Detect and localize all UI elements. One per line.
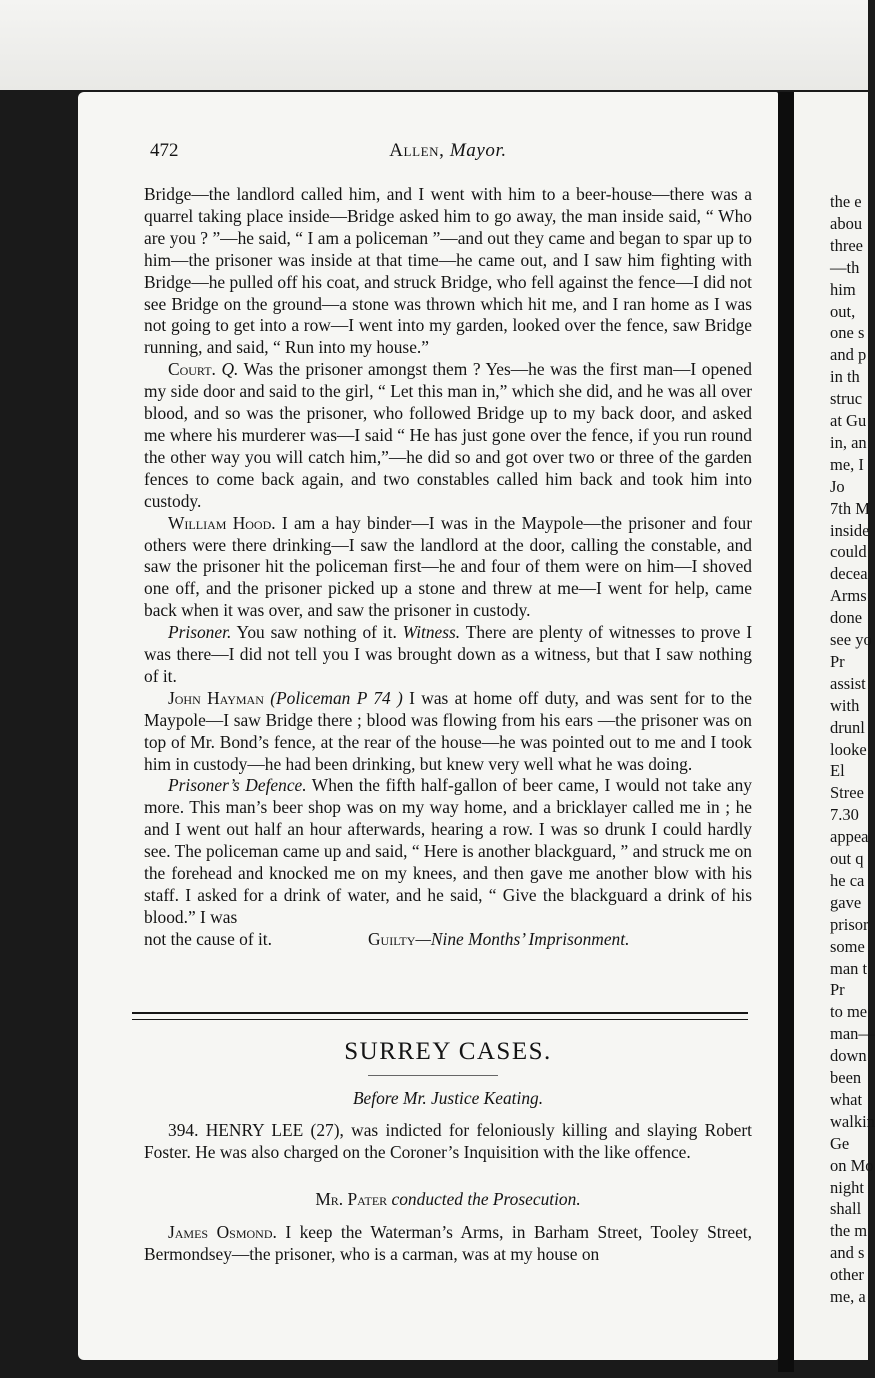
paragraph-text: 394. HENRY LEE (27), was indicted for feloniously killing and slaying Robert Foster. He was also charged on the Coroner’s Inquisition with the like offence. bbox=[144, 1120, 752, 1162]
right-page-fragment: some bbox=[830, 936, 865, 956]
paragraph bbox=[144, 513, 752, 623]
paragraph bbox=[144, 775, 752, 928]
right-page-fragment: other bbox=[830, 1265, 864, 1285]
paragraph bbox=[144, 1120, 752, 1164]
right-page-fragment: man t bbox=[830, 958, 868, 978]
right-page-fragment: been bbox=[830, 1068, 862, 1087]
paragraph bbox=[144, 1222, 752, 1266]
right-page-fragment: 7th M bbox=[830, 498, 870, 518]
right-page-fragment: in, an bbox=[830, 432, 867, 452]
speaker: William Hood. bbox=[168, 512, 276, 533]
right-page-fragment: Stree bbox=[830, 783, 864, 803]
right-page-fragment: man— bbox=[830, 1024, 875, 1044]
right-page-fragment: shall bbox=[830, 1199, 862, 1219]
page-header bbox=[150, 140, 746, 168]
right-page-fragment: gave bbox=[830, 892, 862, 912]
paragraph-text: I keep the Waterman’s Arms, in Barham Street, Tooley Street, Bermondsey—the prisoner, who is a carman, was at my house on bbox=[144, 1222, 752, 1264]
running-head bbox=[150, 140, 746, 162]
paragraph-text: When the fifth half-gallon of beer came, I would not take any more. This man’s beer shop was on my way home, and a bricklayer called me in ; he and I went out half an hour afterwards, hearing a row. I was so drunk I could hardly see. The policeman came up and said, “ Here is another blackguard, ” and struck me on the forehead and knocked me on my knees, and then gave me another blow with his staff. I asked for a drink of water, and he said, “ Give the blackguard a drink of his blood.” I was bbox=[144, 775, 752, 927]
right-page-fragment: night bbox=[830, 1177, 864, 1197]
right-page-fragment: out, bbox=[830, 301, 856, 321]
left-page bbox=[78, 92, 778, 1360]
paragraph bbox=[144, 688, 752, 776]
paragraph-text: I was at home off duty, and was sent for to the Maypole—I saw Bridge there ; blood was flowing from his ears —the prisoner was on top of Mr. Bond’s fence, at the rear of the house—he was pointed out to me and I took him in custody—he had been drinking, but knew very well what he was doing. bbox=[144, 687, 752, 774]
verdict-sentence: —Nine Months’ Imprisonment. bbox=[415, 928, 630, 949]
right-page-fragment: 7.30 bbox=[830, 805, 859, 825]
speaker: Prisoner’s Defence. bbox=[168, 775, 307, 796]
right-page-fragment: struc bbox=[830, 389, 863, 409]
speaker: James Osmond. bbox=[168, 1222, 277, 1242]
right-page-fragment: appea bbox=[830, 827, 869, 847]
right-page-fragment: at Gu bbox=[830, 411, 867, 430]
right-page-fragment: abou bbox=[830, 213, 863, 233]
verdict-guilty: Guilty bbox=[367, 928, 416, 949]
right-page-fragment: the m bbox=[830, 1221, 868, 1241]
running-head-title: Mayor. bbox=[449, 140, 507, 161]
right-page-fragment: the e bbox=[830, 192, 862, 211]
paragraph bbox=[144, 184, 752, 359]
book-gutter bbox=[778, 92, 794, 1372]
right-page-fragment: Jo bbox=[830, 476, 845, 496]
right-page-fragment: walkin bbox=[830, 1111, 875, 1131]
right-page-fragment: drunl bbox=[830, 717, 865, 737]
verdict-line bbox=[144, 929, 752, 951]
right-page-fragment: done bbox=[830, 608, 863, 628]
trial-testimony bbox=[144, 184, 752, 951]
witness-testimony bbox=[144, 1222, 752, 1266]
top-paper-margin bbox=[0, 0, 868, 90]
right-page-fragment: Arms bbox=[830, 586, 867, 606]
right-page-fragment: and s bbox=[830, 1243, 865, 1263]
speaker: Prisoner. bbox=[168, 622, 232, 643]
right-page-fragment: to me bbox=[830, 1002, 868, 1022]
right-page-fragment: him bbox=[830, 279, 856, 299]
question-marker: Q. bbox=[221, 359, 239, 380]
speaker: Court. bbox=[168, 359, 216, 380]
right-page-fragment: Ge bbox=[830, 1133, 850, 1153]
right-page-fragment: decea bbox=[830, 564, 868, 584]
right-page-fragment: in th bbox=[830, 367, 860, 387]
right-page-fragment: me, I bbox=[830, 454, 864, 474]
paragraph-text: not the cause of it. bbox=[144, 928, 272, 949]
right-page-fragment: prisor bbox=[830, 914, 869, 934]
right-page-fragment: out q bbox=[830, 849, 864, 868]
right-page-fragment: he ca bbox=[830, 870, 865, 890]
prosecution-line bbox=[144, 1189, 752, 1210]
paragraph-text: There are plenty of witnesses to prove I was there—I did not tell you I was brought down as a witness, but that I saw nothing of it. bbox=[144, 622, 752, 686]
right-page-fragment: what bbox=[830, 1089, 863, 1109]
right-page-fragment: on Mo bbox=[830, 1155, 874, 1175]
title-underline bbox=[368, 1075, 498, 1076]
right-page-fragment: El bbox=[830, 761, 845, 781]
right-page-fragment: Pr bbox=[830, 651, 845, 671]
right-page-fragment: could bbox=[830, 542, 867, 562]
right-page-fragment: with bbox=[830, 695, 860, 715]
speaker-role: (Policeman P 74 ) bbox=[270, 687, 403, 708]
prosecutor-name: Mr. Pater bbox=[315, 1189, 388, 1209]
case-summary bbox=[144, 1120, 752, 1164]
right-page-fragment: looke bbox=[830, 739, 867, 759]
paragraph-text: Was the prisoner amongst them ? Yes—he was the first man—I opened my side door and said to the girl, “ Let this man in,” which she did, and he was all over blood, and so was the prisoner, who followed Bridge up to my back door, and asked me where his murderer was—I said “ He has just gone over the fence, if you run round the other way you will catch him,”—he did so and got over two or three of the garden fences to come back again, and two constables called him back and took him into custody. bbox=[144, 359, 752, 511]
verdict bbox=[368, 929, 629, 951]
right-page-fragment: assist bbox=[830, 673, 866, 693]
speaker: Witness. bbox=[402, 622, 461, 643]
right-page-fragment: down bbox=[830, 1046, 867, 1066]
right-page-fragment: —th bbox=[830, 257, 860, 277]
right-page-edge bbox=[794, 92, 875, 1360]
paragraph bbox=[144, 622, 752, 688]
right-page-fragment: me, a bbox=[830, 1287, 866, 1306]
section-title: SURREY CASES. bbox=[344, 1038, 552, 1065]
page-number: 472 bbox=[150, 140, 179, 161]
judge-line: Before Mr. Justice Keating. bbox=[352, 1088, 544, 1108]
running-head-name: Allen, bbox=[389, 140, 445, 161]
right-page-fragment: see yo bbox=[830, 630, 872, 649]
speaker: John Hayman bbox=[168, 687, 264, 708]
right-page-fragment: and p bbox=[830, 345, 867, 365]
paragraph bbox=[144, 359, 752, 512]
right-page-fragment: inside bbox=[830, 520, 870, 540]
right-page-fragment: Pr bbox=[830, 980, 845, 1000]
right-page-fragment: one s bbox=[830, 323, 865, 343]
right-page-fragment: three bbox=[830, 235, 863, 255]
prosecution-text: conducted the Prosecution. bbox=[391, 1189, 581, 1209]
paragraph-text: You saw nothing of it. bbox=[236, 622, 397, 643]
paragraph-text: I am a hay binder—I was in the Maypole—the prisoner and four others were there drinking—I saw the landlord at the door, calling the constable, and saw the prisoner hit the policeman first—he and four of them were on him—I shoved one off, and the prisoner picked up a stone and threw at me—I went for help, came back when it was over, and saw the prisoner in custody. bbox=[144, 512, 752, 621]
paragraph-text: Bridge—the landlord called him, and I went with him to a beer-house—there was a quarrel taking place inside—Bridge asked him to go away, the man inside said, “ Who are you ? ”—he said, “ I am a policeman ”—and out they came and began to spar up to him—the prisoner was inside at that time—he came out, and I saw him fighting with Bridge—he pulled off his coat, and struck Bridge, who fell against the fence—I did not see Bridge on the ground—a stone was thrown which hit me, and I ran home as I was not going to get into a row—I went into my garden, looked over the fence, saw Bridge running, and said, “ Run into my house.” bbox=[144, 184, 752, 358]
section-divider bbox=[132, 1012, 748, 1020]
